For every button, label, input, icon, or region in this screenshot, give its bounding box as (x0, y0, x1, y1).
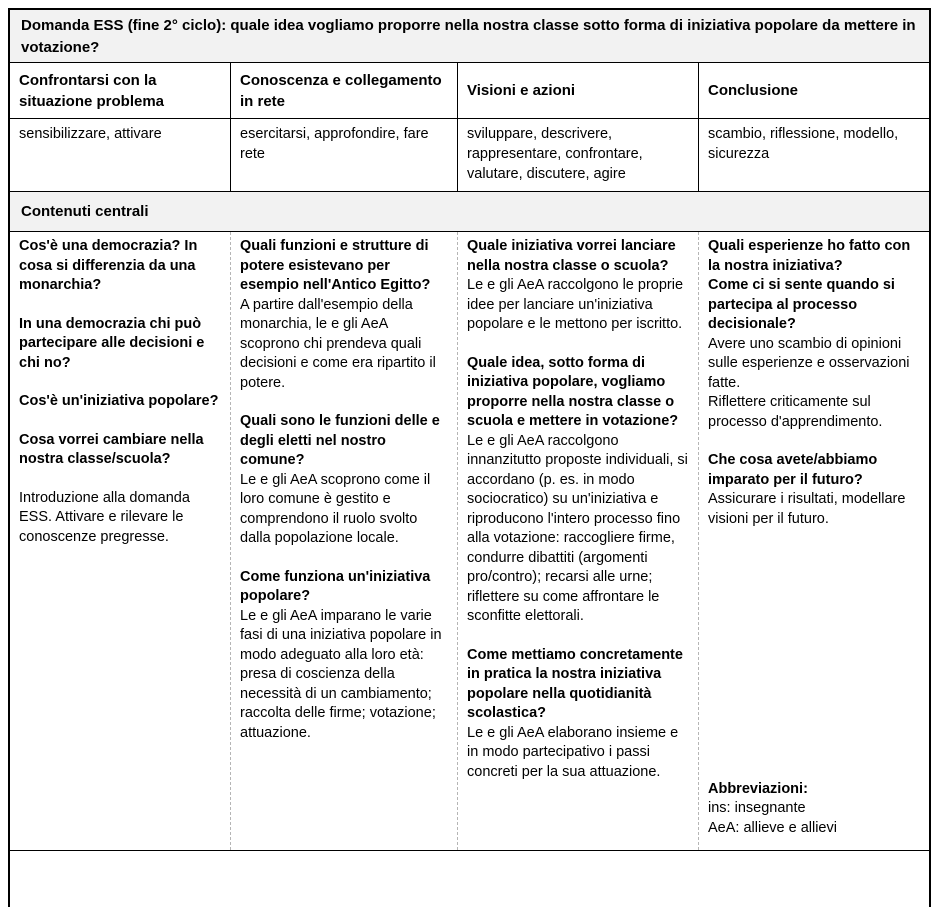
content-paragraph: Cos'è un'iniziativa popolare? (19, 393, 219, 409)
keywords-conoscenza: esercitarsi, approfondire, fare rete (231, 119, 458, 191)
content-paragraph: Le e gli AeA raccolgono innanzitutto proposte individuali, si accordano (p. es. in modo sociocratico) su un'iniziativa e riproducono l'intero processo fino alla votazione: raccogliere firme, condurre dibattiti (argomenti pro/contro); recarsi alle urne; riflettere su come affrontare le sconfitte elettorali. (467, 432, 688, 624)
content-col-visioni (458, 232, 699, 850)
phase-header-row (10, 63, 929, 119)
content-paragraph: Avere uno scambio di opinioni sulle esperienze e osservazioni fatte. (708, 335, 910, 391)
content-paragraph: Come funziona un'iniziativa popolare? (240, 568, 431, 604)
keywords-row (10, 119, 929, 192)
content-paragraph: Come ci si sente quando si partecipa al processo decisionale? (708, 277, 895, 332)
content-paragraph: Riflettere criticamente sul processo d'apprendimento. (708, 394, 883, 430)
keywords-conclusione: scambio, riflessione, modello, sicurezza (708, 126, 899, 162)
content-col-conclusione (699, 232, 929, 850)
content-paragraph: In una democrazia chi può partecipare alle decisioni e chi no? (19, 315, 205, 371)
content-paragraph: ins: insegnante (708, 800, 806, 816)
content-paragraph: Quali sono le funzioni delle e degli eletti nel nostro comune? (240, 413, 440, 468)
keywords-confrontarsi: sensibilizzare, attivare (10, 119, 231, 191)
content-paragraph: Le e gli AeA elaborano insieme e in modo partecipativo i passi concreti per la sua attuazione. (467, 724, 679, 780)
content-paragraph: Quali esperienze ho fatto con la nostra iniziativa? (708, 238, 911, 274)
content-paragraph: Quale idea, sotto forma di iniziativa popolare, vogliamo proporre nella nostra classe o scuola e mettere in votazione? (467, 354, 679, 429)
content-paragraph: Quali funzioni e strutture di potere esistevano per esempio nell'Antico Egitto? (240, 238, 431, 293)
content-paragraph: Le e gli AeA imparano le varie fasi di una iniziativa popolare in modo adeguato alla loro età: presa di coscienza della necessità di un cambiamento; raccolta delle firme; votazione; attuazione. (240, 607, 442, 741)
section-label-contenuti-centrali: Contenuti centrali (10, 192, 929, 232)
ess-planning-table (8, 8, 931, 907)
content-paragraph: Cos'è una democrazia? In cosa si differenzia da una monarchia? (19, 238, 198, 293)
content-col-confrontarsi (10, 232, 231, 850)
content-paragraph: Cosa vorrei cambiare nella nostra classe/scuola? (19, 431, 204, 467)
phase-header-conclusione: Conclusione (708, 82, 799, 99)
phase-header-conoscenza: Conoscenza e collegamento in rete (231, 63, 458, 118)
content-paragraph: Le e gli AeA scoprono come il loro comune è gestito e comprendono il ruolo svolto dalla popolazione locale. (240, 471, 431, 546)
table-title: Domanda ESS (fine 2° ciclo): quale idea vogliamo proporre nella nostra classe sotto forma di iniziativa popolare da mettere in votazione? (10, 10, 929, 63)
keywords-visioni: sviluppare, descrivere, rappresentare, confrontare, valutare, discutere, agire (458, 119, 699, 191)
phase-header-confrontarsi: Confrontarsi con la situazione problema (10, 63, 231, 118)
content-paragraph: Assicurare i risultati, modellare visioni per il futuro. (708, 491, 906, 527)
content-paragraph: Quale iniziativa vorrei lanciare nella nostra classe o scuola? (467, 238, 676, 274)
phase-header-visioni: Visioni e azioni (458, 63, 699, 118)
content-paragraph: Le e gli AeA raccolgono le proprie idee per lanciare un'iniziativa popolare e le mettono per iscritto. (467, 277, 684, 332)
content-col-conoscenza (231, 232, 458, 850)
content-paragraph: AeA: allieve e allievi (708, 819, 837, 836)
next-row-partial (10, 851, 929, 907)
content-paragraph: Come mettiamo concretamente in pratica la nostra iniziativa popolare nella quotidianità scolastica? (467, 646, 683, 721)
content-paragraph: Che cosa avete/abbiamo imparato per il futuro? (708, 452, 878, 488)
content-paragraph: Abbreviazioni: (708, 780, 808, 797)
content-paragraph: A partire dall'esempio della monarchia, le e gli AeA scoprono chi prendeva quali decisioni e come era ripartito il potere. (240, 296, 436, 391)
content-row (10, 232, 929, 851)
content-paragraph: Introduzione alla domanda ESS. Attivare e rilevare le conoscenze pregresse. (19, 489, 190, 545)
